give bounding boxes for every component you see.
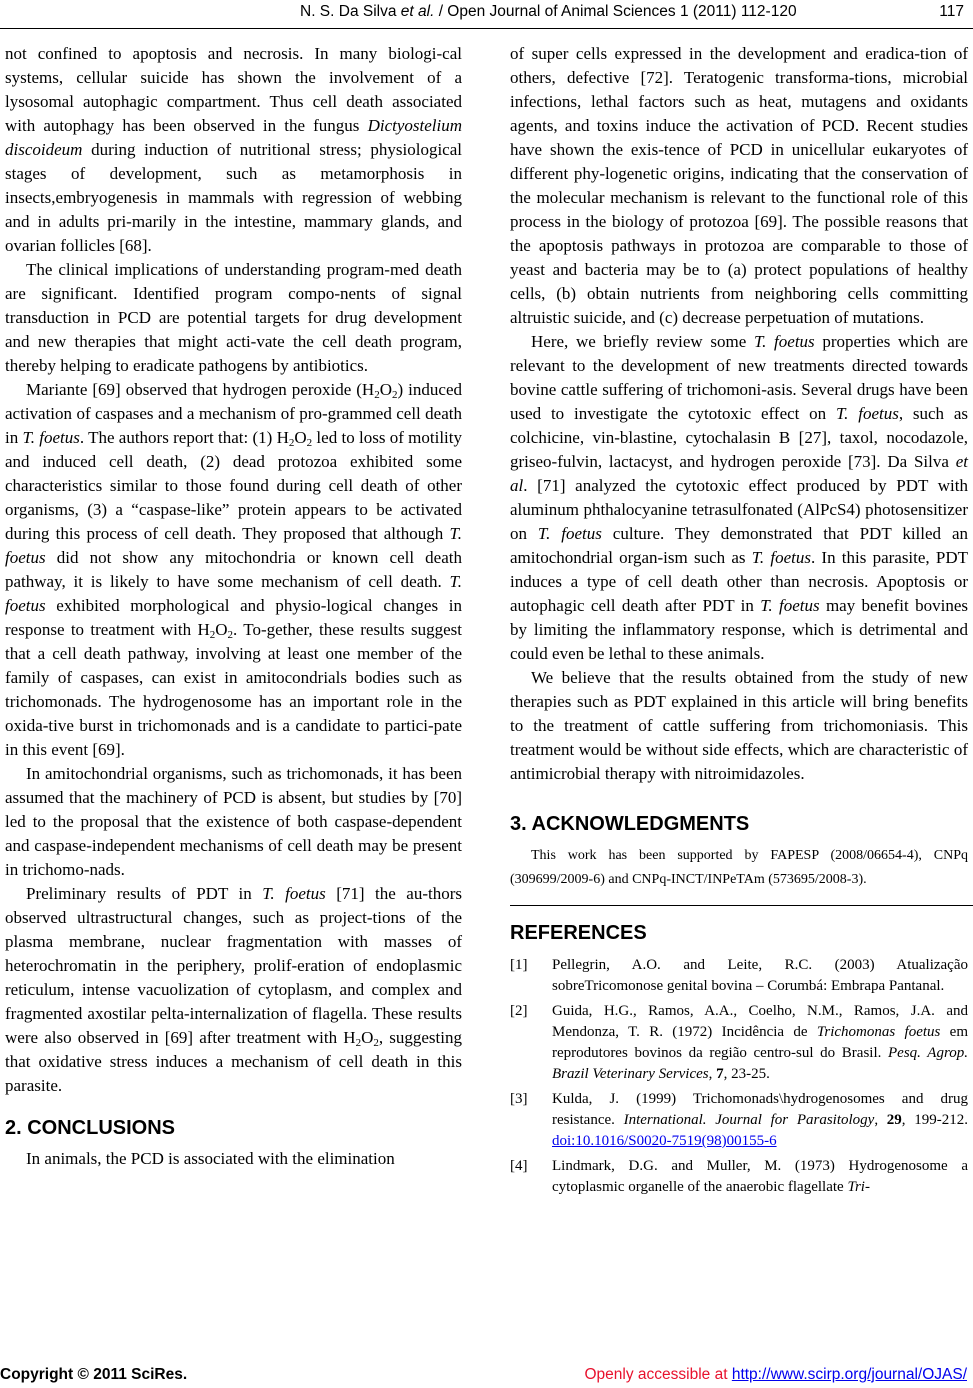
header-authors: N. S. Da Silva — [300, 3, 401, 20]
right-column — [510, 42, 968, 1198]
references-heading: REFERENCES — [510, 922, 647, 944]
header-etal: et al. — [400, 3, 435, 20]
running-title — [300, 3, 797, 21]
reference-item: [4] Lindmark, D.G. and Muller, M. (1973) Hydrogenosome a cytoplasmic organelle of the anaerobic flagellate Tri- — [510, 1158, 968, 1195]
left-column — [5, 42, 462, 1171]
page-footer — [0, 1364, 973, 1388]
paragraph-8: Here, we briefly review some T. foetus properties which are relevant to the development of new treatments directed towards bovine cattle suffering of trichomoni-asis. Several drugs have been used to investigate the cytotoxic effect on T. foetus, such as colchicine, vin-blastine, cytochalasin B [27], taxol, nocodazole, griseo-fulvin, lactacyst, and hydrogen peroxide [73]. Da Silva et al. [71] analyzed the cytotoxic effect produced by PDT with aluminum phthalocyanine tetrasulfonated (AlPcS4) photosensitizer on T. foetus culture. They demonstrated that PDT killed an amitochondrial organ-ism such as T. foetus. In this parasite, PDT induces a type of cell death other than necrosis. Apoptosis or autophagic cell death after PDT in T. foetus may benefit bovines by limiting the inflammatory response, which is detrimental and could even be lethal to these animals. — [510, 332, 969, 663]
copyright: Copyright © 2011 SciRes. — [0, 1366, 188, 1383]
page-number: 117 — [939, 3, 964, 20]
conclusions-heading: 2. CONCLUSIONS — [5, 1117, 176, 1139]
acknowledgments-text: This work has been supported by FAPESP (2008/06654-4), CNPq (309699/2009-6) and CNPq-INCT/INPeTAm (573695/2008-3). — [510, 848, 968, 887]
header-journal: / Open Journal of Animal Sciences 1 (2011) 112-120 — [434, 3, 797, 20]
reference-item: [2] Guida, H.G., Ramos, A.A., Coelho, N.M., Ramos, J.A. and Mendonza, T. R. (1972) Incidência de Trichomonas foetus em reprodutores bovinos da região centro-sul do Brasil. Pesq. Agrop. Brazil Veterinary Services, 7, 23-25. — [510, 1003, 969, 1082]
acknowledgments-heading: 3. ACKNOWLEDGMENTS — [510, 813, 750, 835]
doi-link[interactable]: doi:10.1016/S0020-7519(98)00155-6 — [552, 1133, 777, 1149]
paragraph-2: The clinical implications of understanding program-med death are significant. Identified program compo-nents of signal transduction in PCD are potential targets for drug development and new therapies that might acti-vate the cell death program, thereby helping to eradicate pathogens by antibiotics. — [5, 260, 462, 375]
reference-item: [1] Pellegrin, A.O. and Leite, R.C. (2003) Atualização sobreTricomonose genital bovina – Corumbá: Embrapa Pantanal. — [510, 957, 968, 994]
header-rule — [0, 28, 973, 29]
section-rule — [510, 905, 973, 906]
open-access-note: Openly accessible at http://www.scirp.org/journal/OJAS/ — [584, 1366, 967, 1383]
page-header — [0, 0, 973, 30]
paragraph-4: In amitochondrial organisms, such as trichomonads, it has been assumed that the machinery of PCD is absent, but studies by [70] led to the proposal that the existence of both caspase-dependent and caspase-independent mechanisms of cell death may be present in trichomo-nads. — [5, 764, 462, 879]
paragraph-7: of super cells expressed in the development and eradica-tion of others, defective [72]. Teratogenic transforma-tions, microbial infections, lethal factors such as heat, mutagens and oxidants agents, and toxins induce the activation of PCD. Recent studies have shown the exis-tence of PCD in unicellular eukaryotes of different phy-logenetic origins, indicating that the conservation of the molecular mechanism is relevant to the functional role of this process in the biology of protozoa [69]. The possible reasons that the apoptosis pathways in protozoa are comparable to those of yeast and bacteria may be to (a) protect populations of healthy cells, (b) obtain nutrients from neighboring cells committing altruistic suicide, and (c) decrease perpetuation of mutations. — [510, 44, 968, 327]
paragraph-5: Preliminary results of PDT in T. foetus [71] the au-thors observed ultrastructural changes, such as project-tions of the plasma membrane, nuclear fragmentation with masses of heterochromatin in the periphery, prolif-eration of endoplasmic reticulum, intense vacuolization of cytoplasm, and complex and fragmented axostilar pelta-internalization of flagella. These results were also observed in [69] after treatment with $H_2O_2$, suggesting that oxidative stress induces a mechanism of cell death in this parasite. — [5, 884, 462, 1095]
paragraph-6: In animals, the PCD is associated with the elimination — [26, 1149, 395, 1168]
paragraph-3: Mariante [69] observed that hydrogen peroxide $(H_2O_2)$ induced activation of caspases and a mechanism of pro-grammed cell death in T. foetus. The authors report that: (1) $H_2O_2$ led to loss of motility and induced cell death, (2) dead protozoa exhibited some characteristics similar to those found during cell death of other organisms, (3) a “caspase-like” protein appears to be activated during this process of cell death. They proposed that although T. foetus did not show any mitochondria or known cell death pathway, it is likely to have some mechanism of cell death. T. foetus exhibited morphological and physio-logical changes in response to treatment with $H_2O_2$. To-gether, these results suggest that a cell death pathway, involving at least one member of the family of caspases, can exist in amitocondrials bodies such as trichomonads. The hydrogenosome has an important role in the oxida-tive burst in trichomonads and is a candidate to partici-pate in this event [69]. — [5, 380, 463, 759]
paragraph-9: We believe that the results obtained from the study of new therapies such as PDT explained in this article will bring benefits to the treatment of cattle suffering from trichomoniasis. This treatment would be without side effects, which are characteristic of antimicrobial therapy with nitroimidazoles. — [510, 668, 968, 783]
paragraph-1: not confined to apoptosis and necrosis. In many biologi-cal systems, cellular suicide has shown the involvement of a lysosomal autophagic compartment. Thus cell death associated with autophagy has been observed in the fungus Dictyostelium discoideum during induction of nutritional stress; physiological stages of development, such as metamorphosis in insects,embryogenesis in mammals with regression of webbing and in adults pri-marily in the intestine, mammary glands, and ovarian follicles [68]. — [5, 44, 462, 255]
reference-list — [510, 955, 968, 1198]
journal-url-link[interactable]: http://www.scirp.org/journal/OJAS/ — [731, 1366, 967, 1383]
reference-item: [3] Kulda, J. (1999) Trichomonads\hydrogenosomes and drug resistance. International. Journal for Parasitology, 29, 199-212. doi:10.1016/S0020-7519(98)00155-6 — [510, 1091, 969, 1149]
